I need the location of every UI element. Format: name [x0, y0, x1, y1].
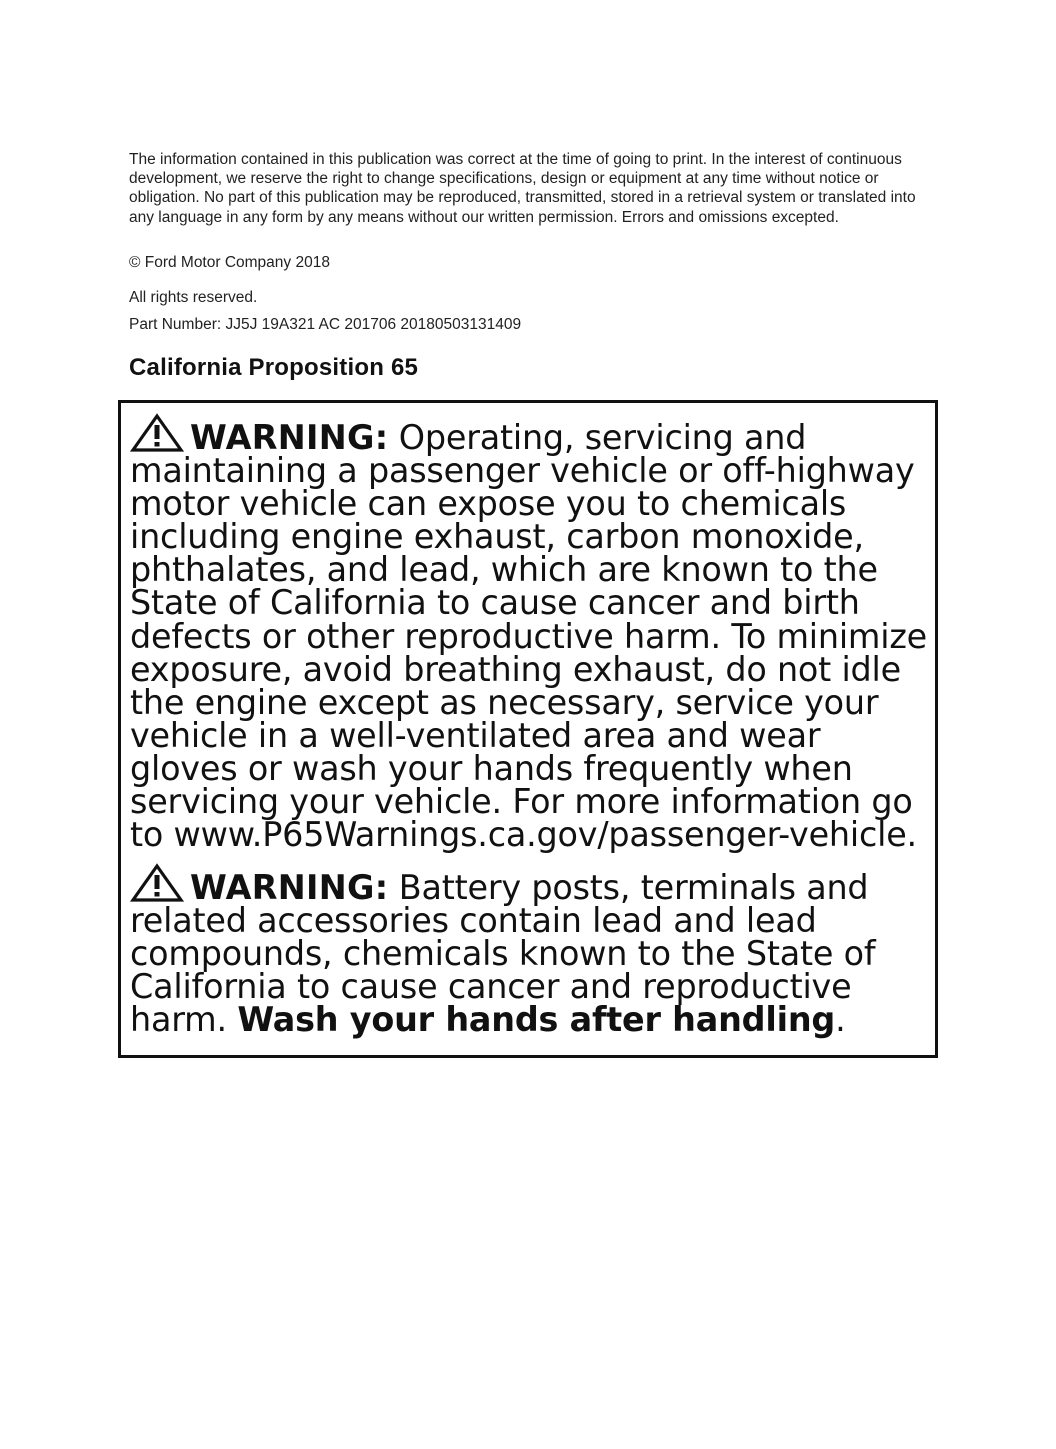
warning-triangle-icon [130, 863, 184, 903]
warning-box [118, 400, 938, 1058]
warning-body: Operating, servicing and maintaining a passenger vehicle or off-highway motor vehicle can expose you to chemicals including engine exhaust, carbon monoxide, phthalates, and lead, which are known to the State of California to cause cancer and birth defects or other reproductive harm. To minimize exposure, avoid breathing exhaust, do not idle the engine except as necessary, service your vehicle in a well-ventilated area and wear gloves or wash your hands frequently when servicing your vehicle. For more information go to www.P65Warnings.ca.gov/passenger-vehicle. [130, 418, 927, 855]
section-title: California Proposition 65 [129, 354, 419, 381]
rights-notice: All rights reserved. [129, 289, 258, 306]
warning-emphasis: Wash your hands after handling [237, 1000, 836, 1040]
warning-paragraph [130, 863, 936, 1040]
warning-label: WARNING: [190, 418, 389, 457]
warning-trailing: . [835, 1000, 846, 1040]
warning-label: WARNING: [190, 868, 389, 907]
copyright-notice: © Ford Motor Company 2018 [129, 254, 330, 271]
warning-body: Battery posts, terminals and related accessories contain lead and lead compounds, chemicals known to the State of California to cause cancer and reproductive harm. [130, 868, 876, 1040]
warning-paragraph [130, 413, 936, 855]
disclaimer-text: The information contained in this publication was correct at the time of going to print. In the interest of continuous development, we reserve the right to change specifications, design or equipment at any time without notice or obligation. No part of this publication may be reproduced, transmitted, stored in a retrieval system or translated into any language in any form by any means without our written permission. Errors and omissions excepted. [129, 151, 916, 226]
warning-triangle-icon [130, 413, 184, 453]
part-number: Part Number: JJ5J 19A321 AC 201706 20180503131409 [129, 316, 522, 333]
